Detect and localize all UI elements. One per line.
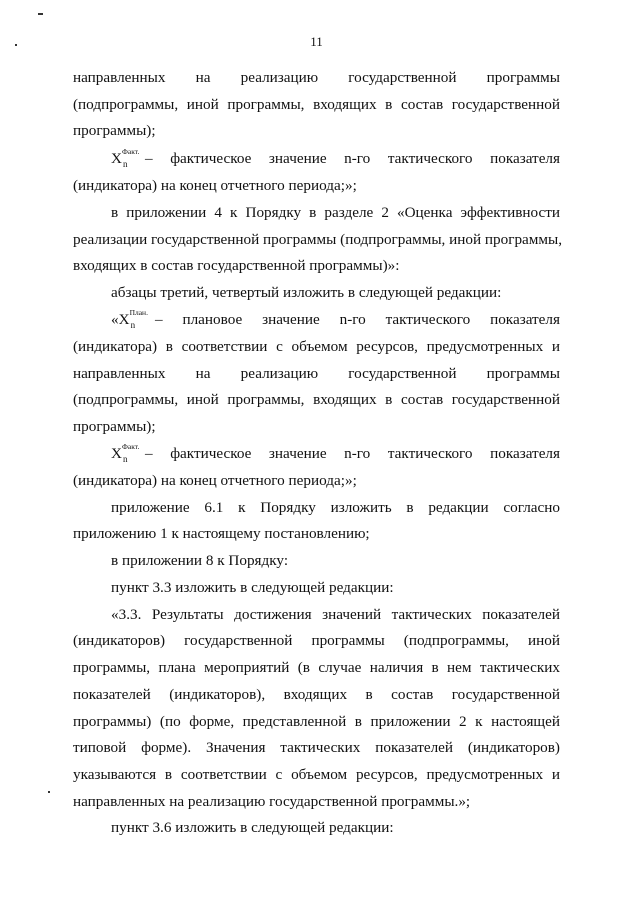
formula-subscript: n bbox=[122, 454, 128, 464]
text-line: (индикатора) на конец отчетного периода;»; bbox=[73, 177, 357, 194]
scan-speck bbox=[38, 13, 43, 15]
text-line: в приложении 4 к Порядку в разделе 2 «Оценка эффективности bbox=[111, 204, 560, 221]
text-line: в приложении 8 к Порядку: bbox=[111, 552, 289, 569]
text-line: указываются в соответствии с объемом ресурсов, предусмотренных и bbox=[73, 766, 560, 783]
text-line: входящих в состав государственной программы)»: bbox=[73, 257, 400, 274]
text-line: (подпрограммы, иной программы, входящих в состав государственной bbox=[73, 391, 560, 408]
formula-superscript: Факт. bbox=[121, 147, 140, 156]
text-line: направленных на реализацию государственной программы bbox=[73, 365, 560, 382]
formula-x-fact bbox=[111, 442, 142, 464]
text-line: (подпрограммы, иной программы, входящих в состав государственной bbox=[73, 96, 560, 113]
formula-subscript: n bbox=[122, 159, 128, 169]
text-line: программы, плана мероприятий (в случае наличия в нем тактических bbox=[73, 659, 560, 676]
formula-symbol: X bbox=[118, 311, 130, 328]
text-line: абзацы третий, четвертый изложить в следующей редакции: bbox=[111, 284, 502, 301]
text-line: (индикатора) в соответствии с объемом ресурсов, предусмотренных и bbox=[73, 338, 560, 355]
formula-symbol: X bbox=[111, 445, 122, 462]
text-line: направленных на реализацию государственной программы bbox=[73, 69, 560, 86]
text-line: показателей (индикаторов), входящих в состав государственной bbox=[73, 686, 560, 703]
formula-symbol: X bbox=[111, 150, 122, 167]
text-line: реализации государственной программы (подпрограммы, иной программы, bbox=[73, 231, 563, 248]
text-line: направленных на реализацию государственной программы.»; bbox=[73, 793, 471, 810]
text-line: – фактическое значение n-го тактического показателя bbox=[145, 445, 560, 462]
open-quote: « bbox=[111, 311, 119, 328]
page-number: 11 bbox=[310, 34, 323, 49]
text-line: программы); bbox=[73, 122, 156, 139]
text-line: – фактическое значение n-го тактического показателя bbox=[145, 150, 560, 167]
formula-x-plan bbox=[111, 308, 152, 330]
text-line: (индикатора) на конец отчетного периода;»; bbox=[73, 472, 357, 489]
text-line: приложение 6.1 к Порядку изложить в редакции согласно bbox=[111, 499, 560, 516]
text-line: – плановое значение n-го тактического показателя bbox=[155, 311, 560, 328]
text-line: приложению 1 к настоящему постановлению; bbox=[73, 525, 370, 542]
formula-x-fact bbox=[111, 147, 142, 169]
text-line: «3.3. Результаты достижения значений тактических показателей bbox=[111, 606, 560, 623]
text-line: пункт 3.3 изложить в следующей редакции: bbox=[111, 579, 394, 596]
text-line: (индикаторов) государственной программы (подпрограммы, иной bbox=[73, 632, 560, 649]
formula-superscript: План. bbox=[129, 308, 148, 317]
text-line: типовой форме). Значения тактических показателей (индикаторов) bbox=[73, 739, 560, 756]
formula-subscript: n bbox=[130, 320, 136, 330]
text-line: программы); bbox=[73, 418, 156, 435]
scan-speck bbox=[48, 791, 50, 793]
text-line: пункт 3.6 изложить в следующей редакции: bbox=[111, 819, 394, 836]
text-line: программы) (по форме, представленной в приложении 2 к настоящей bbox=[73, 713, 560, 730]
formula-superscript: Факт. bbox=[121, 442, 140, 451]
